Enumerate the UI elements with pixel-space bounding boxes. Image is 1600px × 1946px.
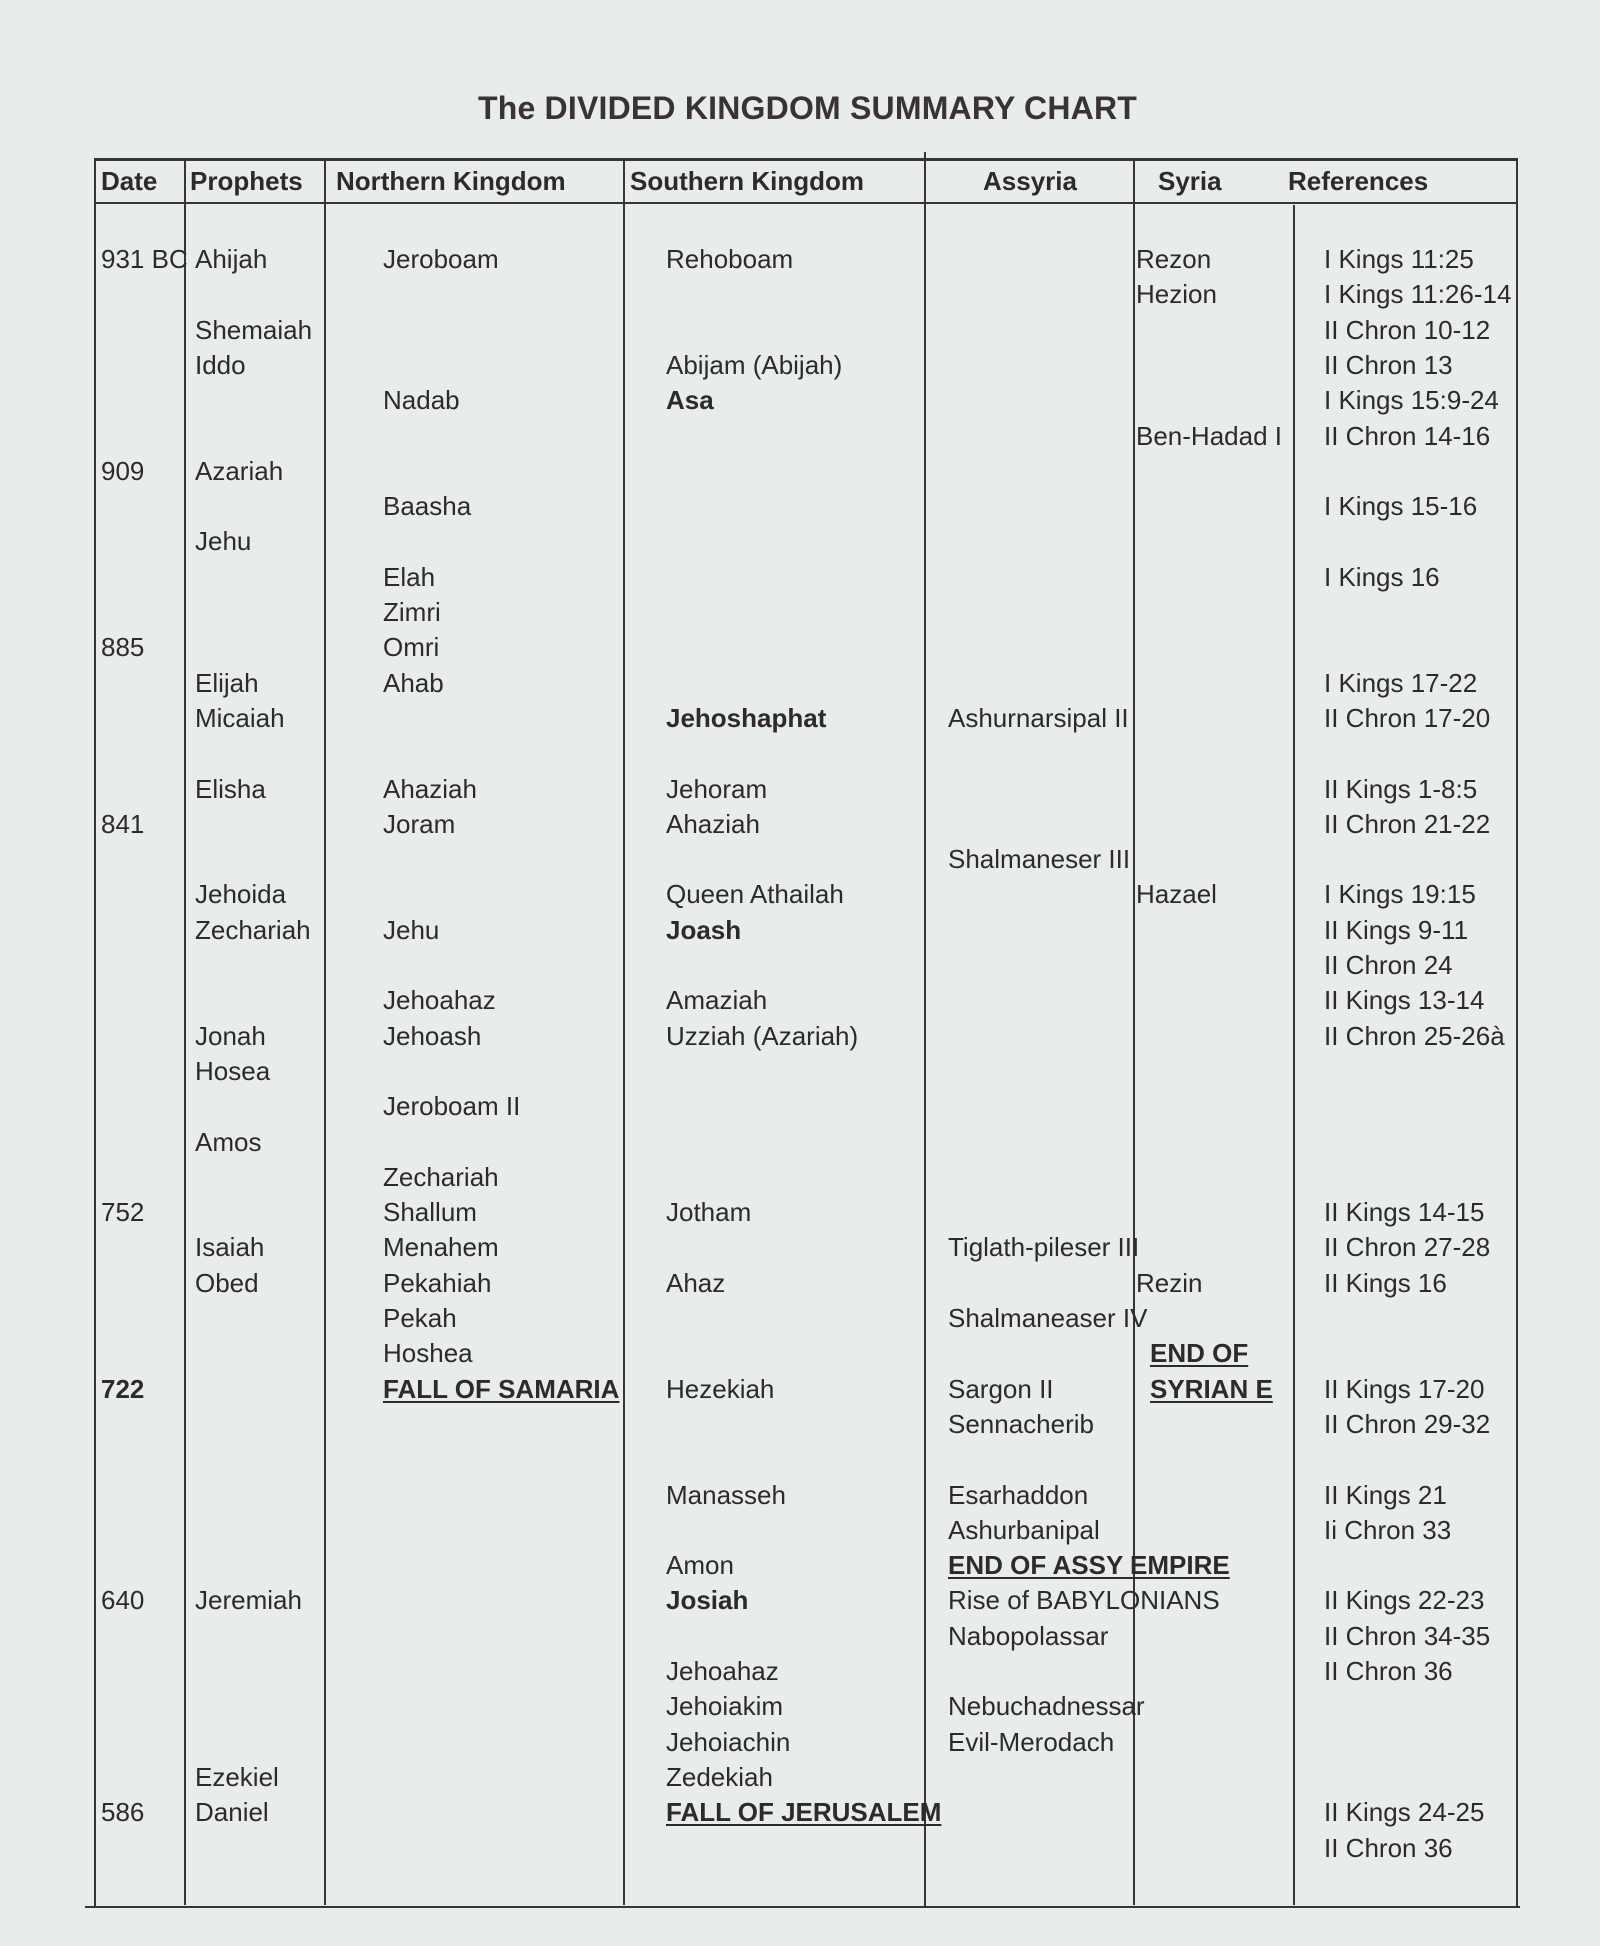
cell-refs: II Chron 27-28 xyxy=(1324,1232,1491,1263)
divider-syria-refs xyxy=(1293,205,1295,1905)
cell-south: Amaziah xyxy=(666,985,768,1016)
table-top-rule xyxy=(95,158,1517,161)
cell-south: FALL OF JERUSALEM xyxy=(666,1797,942,1828)
cell-prophets: Elisha xyxy=(195,773,266,804)
cell-syria: Hezion xyxy=(1136,279,1217,310)
cell-syria: Hazael xyxy=(1136,879,1217,910)
cell-south: Jehoahaz xyxy=(666,1656,779,1686)
cell-south: Zedekiah xyxy=(666,1761,773,1792)
cell-prophets: Jehu xyxy=(195,526,252,557)
cell-refs: I Kings 15:9-24 xyxy=(1324,385,1499,416)
cell-assyria: Sennacherib xyxy=(948,1408,1094,1439)
cell-assyria: Sargon II xyxy=(948,1373,1054,1404)
divider-south-assyria xyxy=(924,152,926,1906)
header-prophets: Prophets xyxy=(190,166,303,196)
cell-north: Omri xyxy=(383,632,440,663)
cell-prophets: Obed xyxy=(195,1267,259,1298)
cell-refs: Ii Chron 33 xyxy=(1324,1514,1452,1545)
cell-north: Ahaziah xyxy=(383,773,477,804)
cell-refs: II Kings 14-15 xyxy=(1324,1197,1485,1228)
cell-prophets: Azariah xyxy=(195,455,284,486)
cell-north: FALL OF SAMARIA xyxy=(383,1373,620,1404)
cell-south: Uzziah (Azariah) xyxy=(666,1020,859,1051)
cell-date: 909 xyxy=(101,455,145,486)
cell-north: Jehoahaz xyxy=(383,985,496,1016)
cell-refs: I Kings 17-22 xyxy=(1324,667,1478,698)
cell-south: Jotham xyxy=(666,1197,752,1228)
cell-north: Jeroboam II xyxy=(383,1091,521,1122)
cell-refs: II Kings 13-14 xyxy=(1324,985,1485,1016)
page-title: The DIVIDED KINGDOM SUMMARY CHART xyxy=(477,90,1138,126)
cell-assyria: Nabopolassar xyxy=(948,1620,1109,1651)
cell-date: 722 xyxy=(101,1373,145,1404)
cell-assyria: Tiglath-pileser III xyxy=(948,1232,1140,1263)
cell-south: Josiah xyxy=(666,1585,749,1616)
cell-south: Jehoram xyxy=(666,773,768,804)
cell-refs: II Chron 10-12 xyxy=(1324,314,1491,345)
cell-north: Pekahiah xyxy=(383,1267,492,1298)
cell-prophets: Iddo xyxy=(195,349,246,380)
cell-prophets: Isaiah xyxy=(195,1232,265,1263)
cell-syria: Ben-Hadad I xyxy=(1136,420,1282,451)
cell-refs: II Kings 17-20 xyxy=(1324,1373,1485,1404)
header-references: References xyxy=(1288,166,1429,196)
cell-refs: II Chron 25-26à xyxy=(1324,1020,1505,1051)
cell-date: 841 xyxy=(101,808,145,839)
cell-refs: II Kings 24-25 xyxy=(1324,1797,1485,1828)
cell-assyria: Ashurbanipal xyxy=(948,1514,1100,1545)
cell-prophets: Shemaiah xyxy=(195,314,313,345)
cell-south: Jehoiakim xyxy=(666,1691,784,1722)
cell-prophets: Ahijah xyxy=(195,244,268,274)
cell-refs: II Kings 1-8:5 xyxy=(1324,773,1478,804)
header-date: Date xyxy=(101,166,158,196)
cell-refs: I Kings 15-16 xyxy=(1324,491,1478,522)
cell-assyria: END OF ASSY EMPIRE xyxy=(948,1550,1230,1581)
cell-refs: II Kings 9-11 xyxy=(1324,914,1469,945)
cell-prophets: Micaiah xyxy=(195,702,285,733)
cell-date: 752 xyxy=(101,1197,145,1228)
cell-refs: II Chron 36 xyxy=(1324,1832,1453,1863)
header-assyria: Assyria xyxy=(983,166,1077,196)
cell-south: Jehoshaphat xyxy=(666,702,827,733)
cell-date: 885 xyxy=(101,632,145,663)
cell-north: Menahem xyxy=(383,1232,499,1263)
cell-south: Asa xyxy=(666,385,714,416)
cell-prophets: Amos xyxy=(195,1126,262,1157)
cell-refs: II Chron 14-16 xyxy=(1324,420,1491,451)
divider-prophets-north xyxy=(324,160,326,1905)
cell-north: Shallum xyxy=(383,1197,477,1228)
cell-south: Queen Athailah xyxy=(666,879,844,910)
cell-north: Jehu xyxy=(383,914,440,945)
cell-north: Jehoash xyxy=(383,1020,482,1051)
cell-north: Pekah xyxy=(383,1303,457,1333)
cell-north: Nadab xyxy=(383,385,460,416)
cell-prophets: Jonah xyxy=(195,1020,266,1051)
cell-assyria: Shalmaneser III xyxy=(948,844,1131,875)
cell-syria: Rezon xyxy=(1136,244,1212,274)
cell-syria: END OF xyxy=(1150,1338,1249,1369)
cell-syria: Rezin xyxy=(1136,1267,1203,1298)
cell-south: Hezekiah xyxy=(666,1373,775,1404)
header-syria: Syria xyxy=(1158,166,1222,196)
cell-south: Abijam (Abijah) xyxy=(666,349,843,380)
cell-refs: II Chron 24 xyxy=(1324,950,1453,980)
cell-north: Baasha xyxy=(383,491,472,522)
cell-south: Jehoiachin xyxy=(666,1726,791,1757)
cell-south: Ahaziah xyxy=(666,808,760,839)
table-border-left xyxy=(94,158,96,1906)
cell-assyria: Nebuchadnessar xyxy=(948,1691,1145,1722)
cell-date: 931 BC xyxy=(101,244,188,274)
cell-refs: I Kings 16 xyxy=(1324,561,1440,592)
cell-prophets: Elijah xyxy=(195,667,259,698)
cell-refs: I Kings 11:25 xyxy=(1324,244,1474,274)
cell-prophets: Hosea xyxy=(195,1055,271,1086)
table-border-right xyxy=(1516,158,1518,1906)
cell-refs: II Chron 13 xyxy=(1324,349,1453,380)
divider-north-south xyxy=(623,160,625,1905)
cell-refs: II Kings 16 xyxy=(1324,1267,1447,1298)
divider-assyria-syria xyxy=(1133,160,1135,1905)
cell-north: Zechariah xyxy=(383,1161,499,1192)
cell-north: Zimri xyxy=(383,597,441,627)
cell-refs: I Kings 19:15 xyxy=(1324,879,1476,910)
cell-refs: II Kings 21 xyxy=(1324,1479,1447,1510)
cell-prophets: Jeremiah xyxy=(195,1585,302,1616)
cell-north: Elah xyxy=(383,561,436,592)
cell-prophets: Jehoida xyxy=(195,879,287,910)
cell-refs: II Chron 17-20 xyxy=(1324,702,1491,733)
cell-date: 640 xyxy=(101,1585,145,1616)
cell-south: Ahaz xyxy=(666,1267,726,1298)
cell-refs: II Chron 36 xyxy=(1324,1656,1453,1686)
header-southern-kingdom: Southern Kingdom xyxy=(630,166,864,196)
cell-date: 586 xyxy=(101,1797,145,1828)
cell-south: Manasseh xyxy=(666,1479,786,1510)
cell-assyria: Esarhaddon xyxy=(948,1479,1089,1510)
cell-north: Jeroboam xyxy=(383,244,499,274)
cell-refs: II Chron 29-32 xyxy=(1324,1408,1491,1439)
cell-refs: II Kings 22-23 xyxy=(1324,1585,1485,1616)
cell-refs: II Chron 21-22 xyxy=(1324,808,1491,839)
cell-prophets: Daniel xyxy=(195,1797,269,1828)
header-northern-kingdom: Northern Kingdom xyxy=(336,166,566,196)
table-bottom-rule xyxy=(85,1906,1520,1908)
cell-south: Joash xyxy=(666,914,742,945)
cell-assyria: Rise of BABYLONIANS xyxy=(948,1585,1220,1616)
cell-refs: I Kings 11:26-14 xyxy=(1324,279,1512,310)
divider-date-prophets xyxy=(184,160,186,1905)
cell-prophets: Ezekiel xyxy=(195,1761,279,1792)
cell-south: Amon xyxy=(666,1550,734,1581)
cell-assyria: Shalmaneaser IV xyxy=(948,1303,1148,1333)
cell-prophets: Zechariah xyxy=(195,914,311,945)
cell-syria: SYRIAN E xyxy=(1150,1373,1273,1404)
cell-north: Ahab xyxy=(383,667,444,698)
cell-north: Joram xyxy=(383,808,456,839)
cell-assyria: Ashurnarsipal II xyxy=(948,702,1129,733)
cell-south: Rehoboam xyxy=(666,244,794,274)
table-header-rule xyxy=(95,202,1517,204)
cell-assyria: Evil-Merodach xyxy=(948,1726,1115,1757)
cell-refs: II Chron 34-35 xyxy=(1324,1620,1491,1651)
cell-north: Hoshea xyxy=(383,1338,473,1369)
